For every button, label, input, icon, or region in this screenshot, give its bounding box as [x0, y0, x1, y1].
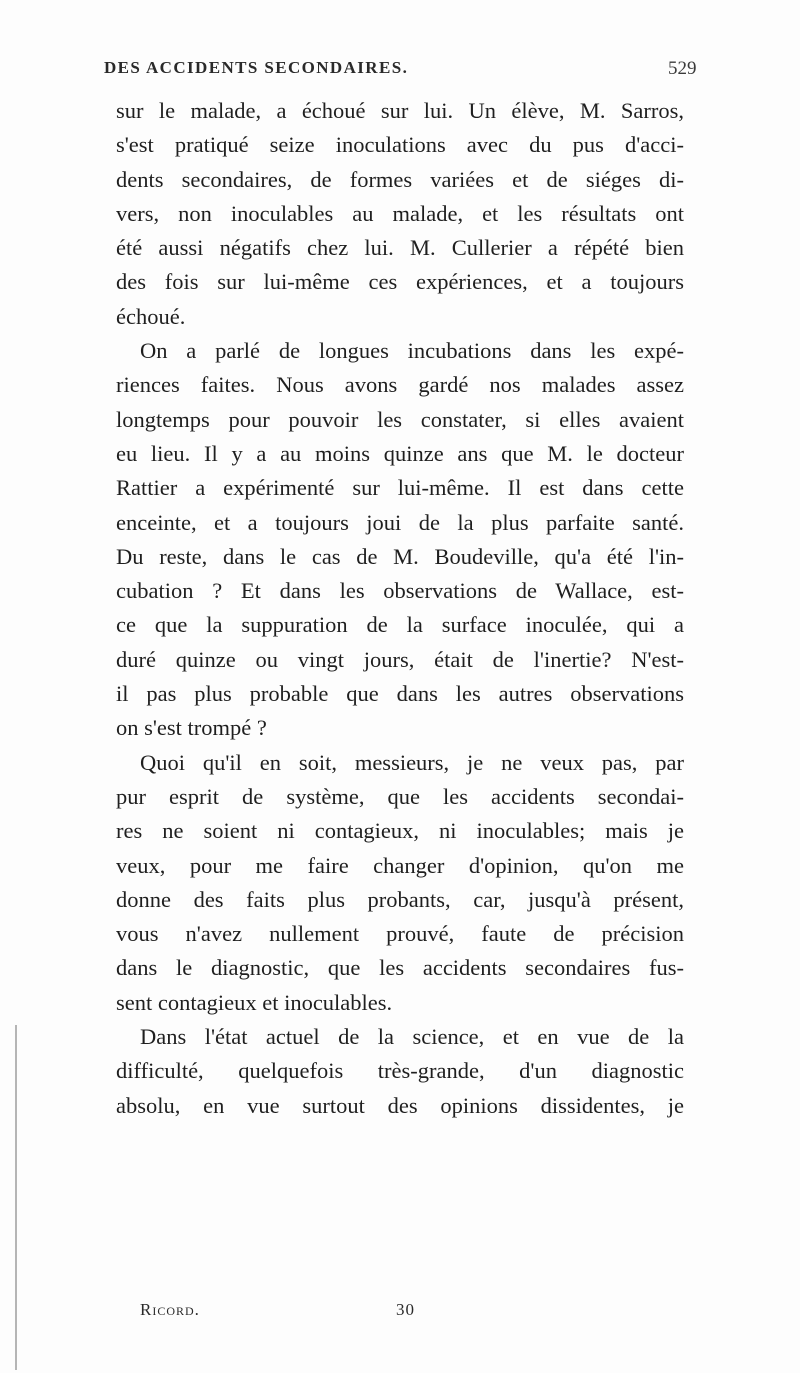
text-line: enceinte, et a toujours joui de la plus parfaite santé. [116, 509, 684, 535]
signature-mark: Ricord. [140, 1300, 200, 1319]
text-line: été aussi négatifs chez lui. M. Cullerier a répété bien [116, 235, 684, 261]
page-number: 529 [668, 58, 697, 79]
text-line: on s'est trompé ? [116, 715, 267, 741]
text-line: dans le diagnostic, que les accidents secondaires fus- [116, 955, 684, 981]
text-line: Rattier a expérimenté sur lui-même. Il est dans cette [116, 475, 684, 501]
text-line: sent contagieux et inoculables. [116, 989, 393, 1015]
paragraph-start-line: Quoi qu'il en soit, messieurs, je ne veux pas, par [140, 749, 684, 775]
text-line: s'est pratiqué seize inoculations avec du pus d'acci- [116, 132, 684, 158]
text-line: dents secondaires, de formes variées et de siéges di- [116, 166, 684, 192]
text-line: ce que la suppuration de la surface inoculée, qui a [116, 612, 684, 638]
paragraph-start-line: On a parlé de longues incubations dans les expé- [140, 338, 684, 364]
text-line: donne des faits plus probants, car, jusqu'à présent, [116, 886, 684, 912]
text-line: longtemps pour pouvoir les constater, si elles avaient [116, 406, 684, 432]
running-head [0, 58, 800, 84]
text-line: duré quinze ou vingt jours, était de l'inertie? N'est- [116, 646, 684, 672]
text-line: difficulté, quelquefois très-grande, d'un diagnostic [116, 1058, 684, 1084]
text-line: res ne soient ni contagieux, ni inoculables; mais je [116, 818, 684, 844]
text-line: des fois sur lui-même ces expériences, et a toujours [116, 269, 684, 295]
text-line: vous n'avez nullement prouvé, faute de précision [116, 921, 684, 947]
running-title: DES ACCIDENTS SECONDAIRES. [104, 58, 409, 77]
text-line: eu lieu. Il y a au moins quinze ans que M. le docteur [116, 440, 684, 466]
paragraph-start-line: Dans l'état actuel de la science, et en vue de la [140, 1024, 684, 1050]
text-line: pur esprit de système, que les accidents secondai- [116, 783, 684, 809]
text-line: absolu, en vue surtout des opinions dissidentes, je [116, 1092, 684, 1118]
body-text [116, 94, 684, 1123]
gutter-shadow [15, 1025, 17, 1370]
text-line: veux, pour me faire changer d'opinion, qu'on me [116, 852, 684, 878]
page-footer [0, 1300, 800, 1326]
text-line: cubation ? Et dans les observations de Wallace, est- [116, 578, 684, 604]
text-line: échoué. [116, 303, 186, 329]
text-line: Du reste, dans le cas de M. Boudeville, qu'a été l'in- [116, 543, 684, 569]
text-line: sur le malade, a échoué sur lui. Un élève, M. Sarros, [116, 98, 684, 123]
text-line: il pas plus probable que dans les autres observations [116, 681, 684, 707]
sheet-number: 30 [396, 1300, 415, 1319]
text-line: riences faites. Nous avons gardé nos malades assez [116, 372, 684, 398]
text-line: vers, non inoculables au malade, et les résultats ont [116, 200, 684, 226]
